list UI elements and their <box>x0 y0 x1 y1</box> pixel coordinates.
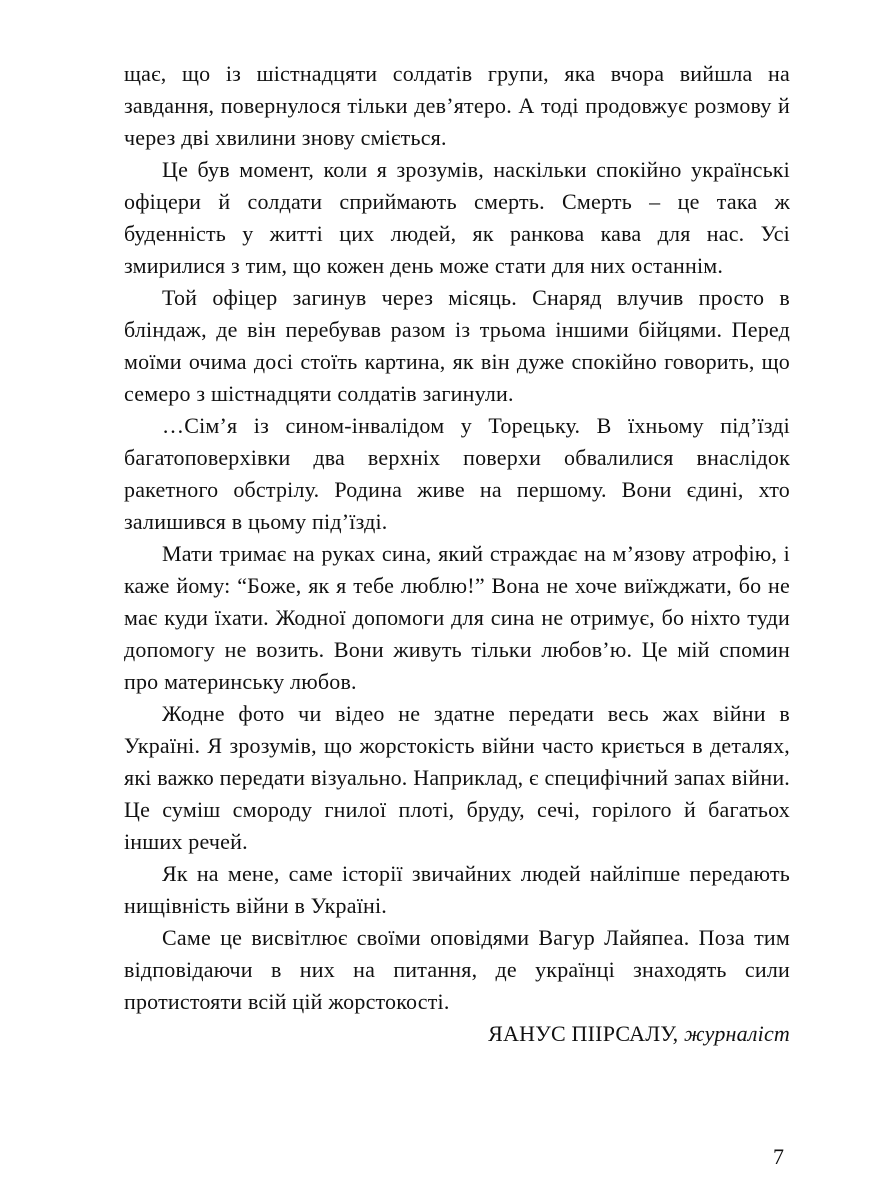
paragraph: Мати тримає на руках сина, який страждає на м’язову атрофію, і каже йому: “Боже, як я тебе люблю!” Вона не хоче виїжджати, бо не має куди їхати. Жодної допомоги для сина не отримує, бо ніхто туди допомогу не возить. Вони живуть тільки любов’ю. Це мій спомин про материнську любов. <box>124 541 790 694</box>
signature-name: ЯАНУС ПІІРСАЛУ, <box>488 1021 679 1046</box>
signature-line <box>124 1018 790 1050</box>
paragraph: Той офіцер загинув через місяць. Снаряд влучив просто в бліндаж, де він перебував разом із трьома іншими бійцями. Перед моїми очима досі стоїть картина, як він дуже спокійно говорить, що семеро з шістнадцяти солдатів загинули. <box>124 285 790 406</box>
paragraph: Жодне фото чи відео не здатне передати весь жах війни в Україні. Я зрозумів, що жорстокість війни часто криється в деталях, які важко передати візуально. Наприклад, є специфічний запах війни. Це суміш смороду гнилої плоті, бруду, сечі, горілого й багатьох інших речей. <box>124 701 790 854</box>
paragraph: щає, що із шістнадцяти солдатів групи, яка вчора вийшла на завдання, повернулося тільки дев’ятеро. А тоді продовжує розмову й через дві хвилини знову сміється. <box>124 61 790 150</box>
paragraph: …Сім’я із сином-інвалідом у Торецьку. В їхньому під’їзді багатоповерхівки два верхніх поверхи обвалилися внаслідок ракетного обстрілу. Родина живе на першому. Вони єдині, хто залишився в цьому під’їзді. <box>124 413 790 534</box>
paragraph: Саме це висвітлює своїми оповідями Вагур Лайяпеа. Поза тим відповідаючи в них на питання, де українці знаходять сили протистояти всій цій жорстокості. <box>124 925 790 1014</box>
paragraph: Як на мене, саме історії звичайних людей найліпше передають нищівність війни в Україні. <box>124 861 790 918</box>
page-number: 7 <box>773 1144 784 1169</box>
signature-role: журналіст <box>683 1021 790 1046</box>
text-block <box>124 58 790 1050</box>
paragraph: Це був момент, коли я зрозумів, наскільки спокійно українські офіцери й солдати сприймають смерть. Смерть – це така ж буденність у житті цих людей, як ранкова кава для нас. Усі змирилися з тим, що кожен день може стати для них останнім. <box>124 157 790 278</box>
